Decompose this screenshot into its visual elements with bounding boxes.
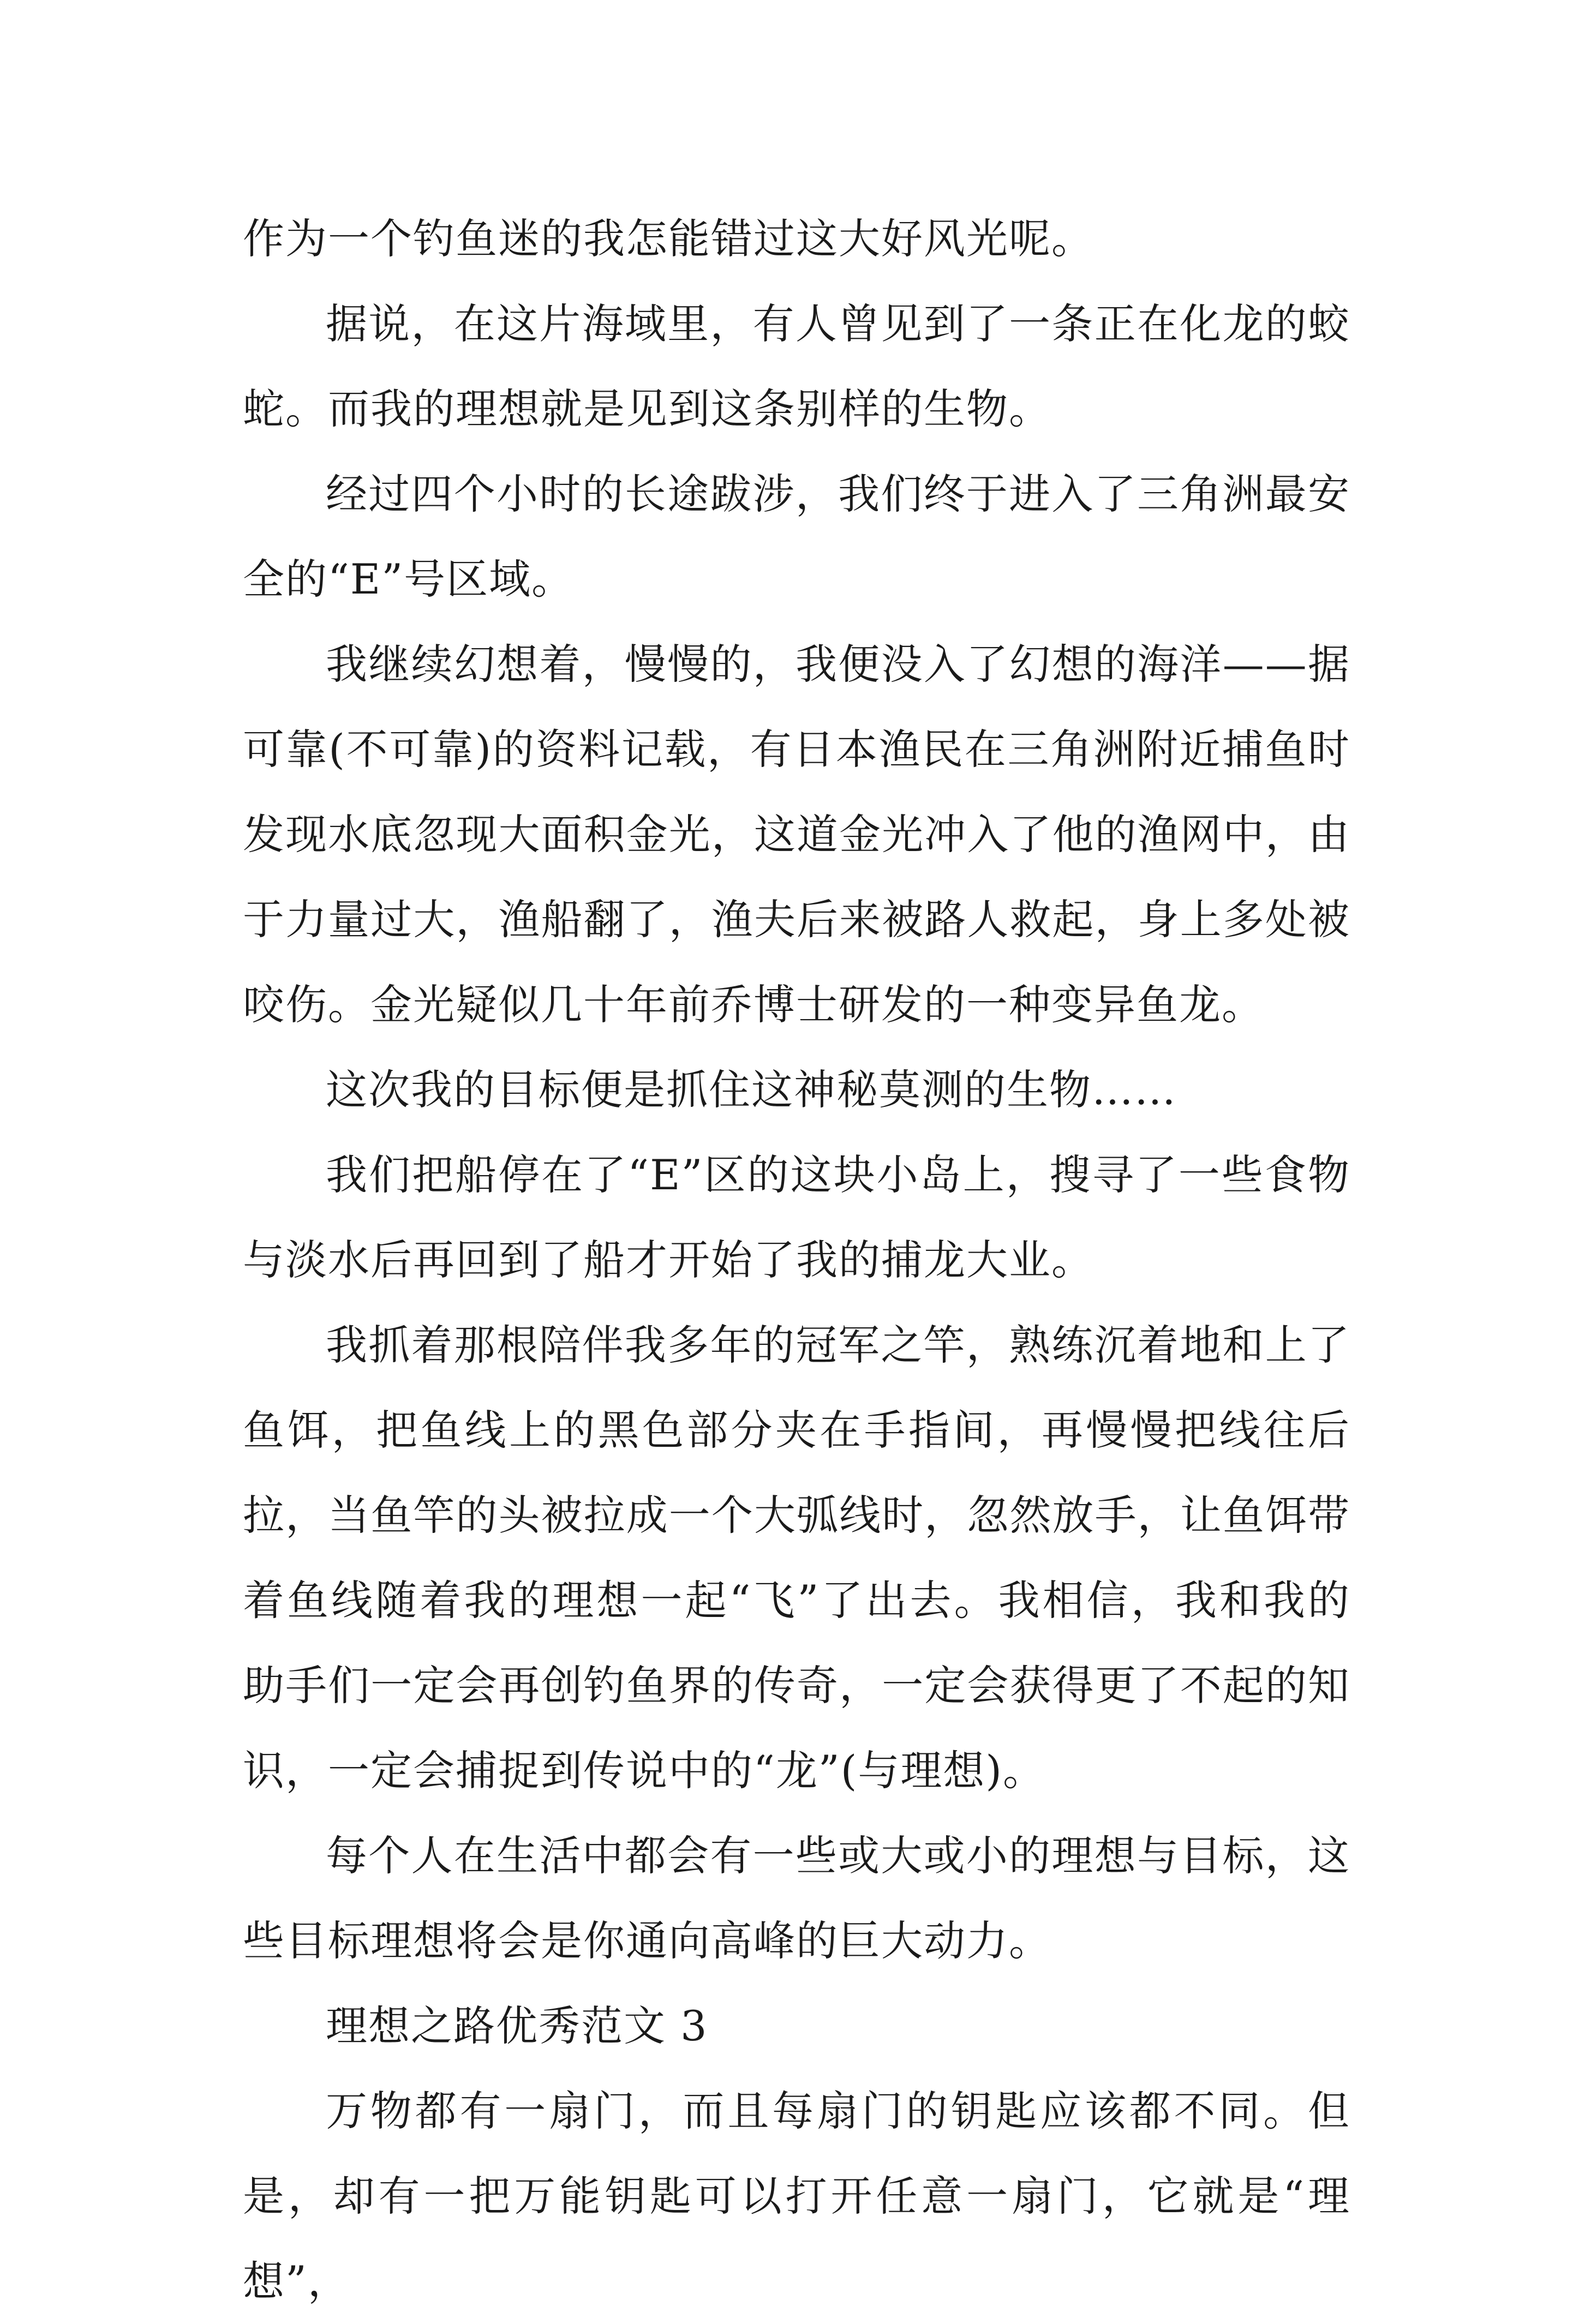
paragraph-4: 我继续幻想着，慢慢的，我便没入了幻想的海洋——据可靠(不可靠)的资料记载，有日本渔民在三角洲附近捕鱼时发现水底忽现大面积金光，这道金光冲入了他的渔网中，由于力量过大，渔船翻了，渔夫后来被路人救起，身上多处被咬伤。金光疑似几十年前乔博士研发的一种变异鱼龙。 [243, 640, 1350, 1029]
paragraph-6: 我们把船停在了“E”区的这块小岛上，搜寻了一些食物与淡水后再回到了船才开始了我的捕龙大业。 [243, 1151, 1350, 1284]
section-heading: 理想之路优秀范文 3 [326, 2002, 708, 2050]
paragraph-2: 据说，在这片海域里，有人曾见到了一条正在化龙的蛟蛇。而我的理想就是见到这条别样的生物。 [243, 300, 1350, 433]
paragraph-1: 作为一个钓鱼迷的我怎能错过这大好风光呢。 [243, 214, 1094, 263]
document-page [243, 196, 1350, 2324]
paragraph-5: 这次我的目标便是抓住这神秘莫测的生物…… [326, 1065, 1177, 1114]
paragraph-7: 我抓着那根陪伴我多年的冠军之竿，熟练沉着地和上了鱼饵，把鱼线上的黑色部分夹在手指间，再慢慢把线往后拉，当鱼竿的头被拉成一个大弧线时，忽然放手，让鱼饵带着鱼线随着我的理想一起“飞”了出去。我相信，我和我的助手们一定会再创钓鱼界的传奇，一定会获得更了不起的知识，一定会捕捉到传说中的“龙”(与理想)。 [243, 1321, 1350, 1795]
paragraph-3: 经过四个小时的长途跋涉，我们终于进入了三角洲最安全的“E”号区域。 [243, 470, 1350, 603]
paragraph-8: 每个人在生活中都会有一些或大或小的理想与目标，这些目标理想将会是你通向高峰的巨大动力。 [243, 1831, 1350, 1965]
paragraph-9: 万物都有一扇门，而且每扇门的钥匙应该都不同。但是，却有一把万能钥匙可以打开任意一扇门，它就是“理想”， [243, 2087, 1350, 2305]
